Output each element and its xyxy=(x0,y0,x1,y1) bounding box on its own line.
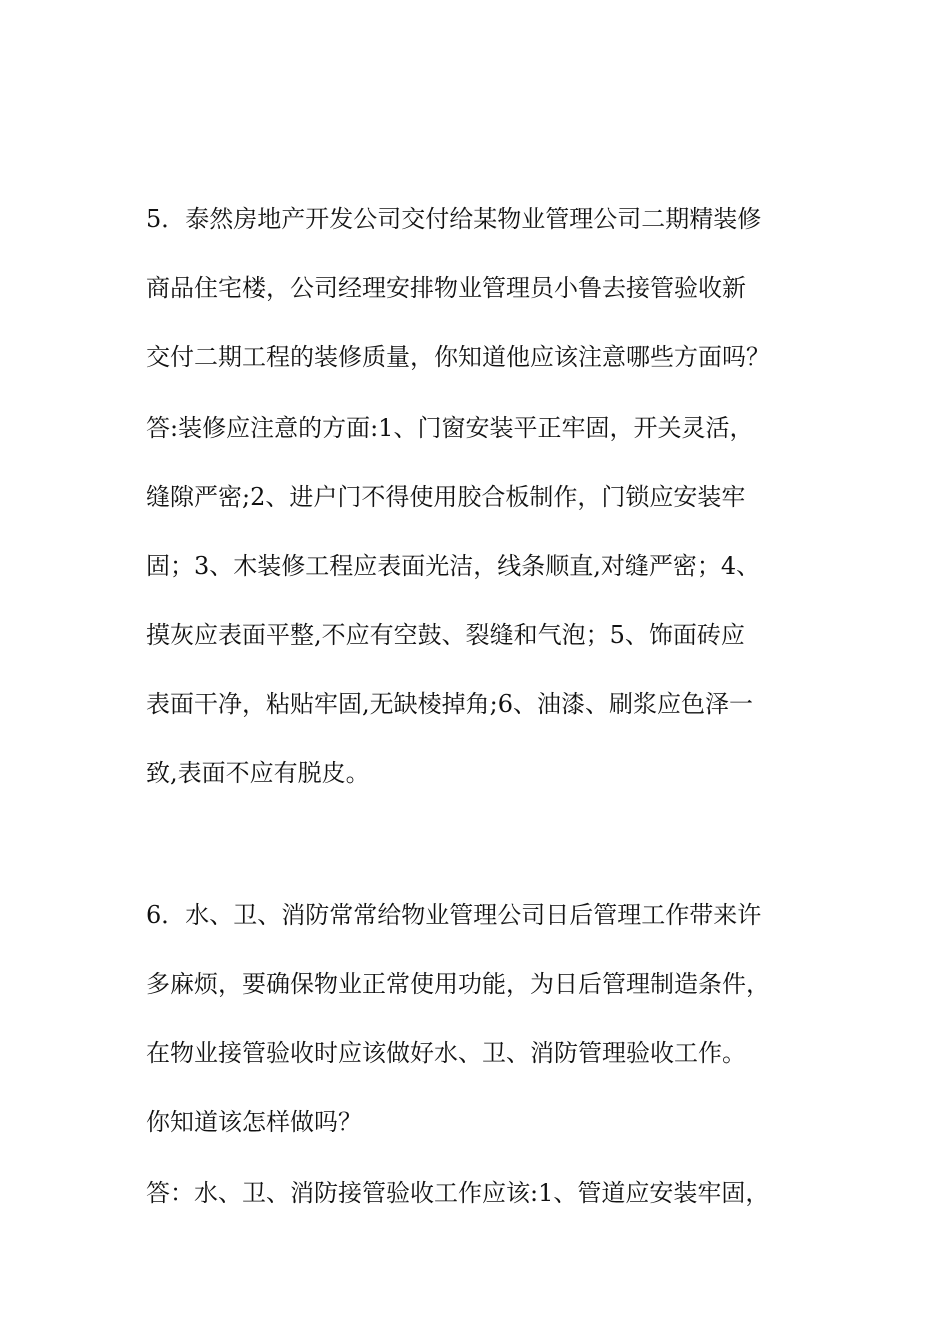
answer-5-line-5: 表面干净，粘贴牢固,无缺棱掉角;6、油漆、刷浆应色泽一 xyxy=(146,690,753,718)
answer-5-line-2: 缝隙严密;2、进户门不得使用胶合板制作，门锁应安装牢 xyxy=(146,483,746,511)
question-5-line-1: 5．泰然房地产开发公司交付给某物业管理公司二期精装修 xyxy=(146,205,762,233)
question-5-line-2: 商品住宅楼，公司经理安排物业管理员小鲁去接管验收新 xyxy=(146,274,746,302)
answer-6-line-1: 答：水、卫、消防接管验收工作应该:1、管道应安装牢固， xyxy=(146,1179,770,1207)
answer-5-line-4: 摸灰应表面平整,不应有空鼓、裂缝和气泡；5、饰面砖应 xyxy=(146,621,745,649)
question-6-line-1: 6．水、卫、消防常常给物业管理公司日后管理工作带来许 xyxy=(146,901,762,929)
question-6-line-2: 多麻烦，要确保物业正常使用功能，为日后管理制造条件， xyxy=(146,970,770,998)
answer-5-line-1: 答:装修应注意的方面:1、门窗安装平正牢固，开关灵活， xyxy=(146,414,754,442)
question-6-line-3: 在物业接管验收时应该做好水、卫、消防管理验收工作。 xyxy=(146,1039,746,1067)
question-6-line-4: 你知道该怎样做吗？ xyxy=(146,1108,362,1136)
question-5-line-3: 交付二期工程的装修质量，你知道他应该注意哪些方面吗？ xyxy=(146,343,770,371)
answer-5-line-3: 固；3、木装修工程应表面光洁，线条顺直,对缝严密；4、 xyxy=(146,552,761,580)
answer-5-line-6: 致,表面不应有脱皮。 xyxy=(146,759,370,787)
